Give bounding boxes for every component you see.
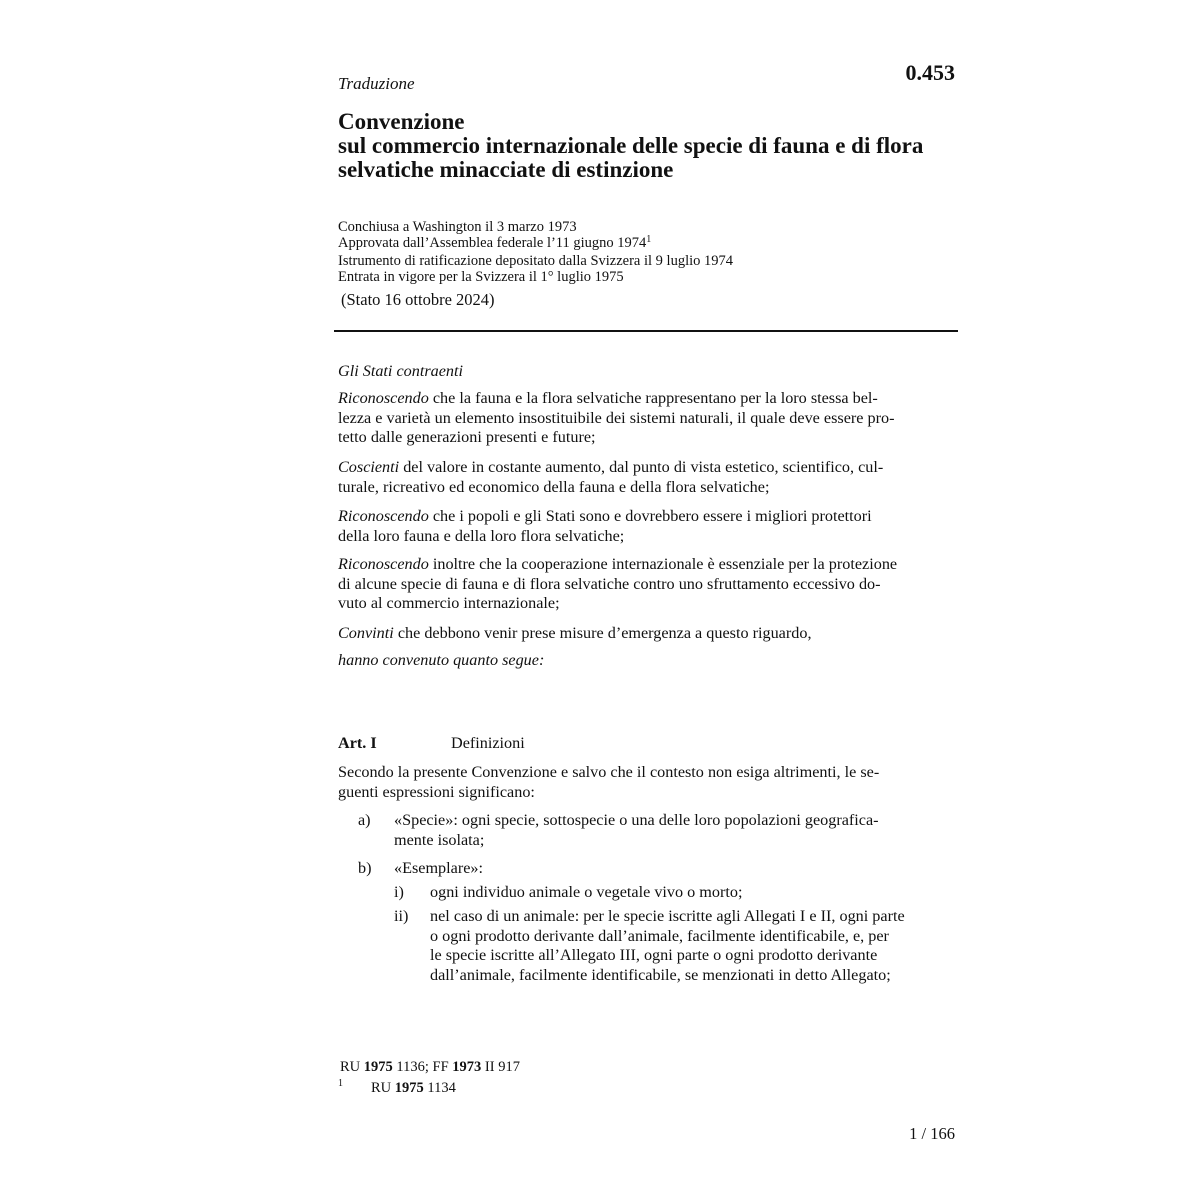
meta-approved [338, 235, 733, 253]
fn-text: II 917 [481, 1059, 520, 1075]
sublist-item [430, 907, 955, 985]
sublist-marker: ii) [394, 907, 409, 925]
line-text: che i popoli e gli Stati sono e dovrebbero essere i migliori protettori [428, 507, 872, 525]
title-line: selvatiche minacciate di estinzione [338, 157, 674, 182]
status-date: (Stato 16 ottobre 2024) [341, 290, 495, 309]
fn-year: 1975 [394, 1080, 424, 1096]
text-line: mente isolata; [394, 830, 485, 849]
text-line: o ogni prodotto derivante dall’animale, facilmente identificabile, e, per [430, 926, 889, 945]
lead-word: Riconoscendo [338, 507, 429, 525]
preamble-intro: Gli Stati contraenti [338, 362, 463, 380]
text-line: di alcune specie di fauna e di flora selvatiche contro uno sfruttamento eccessivo do- [338, 574, 881, 593]
preamble-paragraph [338, 458, 955, 497]
footnote-source [340, 1059, 520, 1076]
sr-number: 0.453 [905, 60, 955, 85]
text-line: turale, ricreativo ed economico della fauna e della flora selvatiche; [338, 477, 770, 496]
fn-text: 1136; FF [392, 1059, 453, 1075]
text-line: lezza e varietà un elemento insostituibile dei sistemi naturali, il quale deve essere pro- [338, 408, 895, 427]
sublist-item: ogni individuo animale o vegetale vivo o morto; [430, 883, 743, 901]
meta-concluded: Conchiusa a Washington il 3 marzo 1973 [338, 219, 577, 235]
text-line [338, 507, 955, 527]
text-line: vuto al commercio internazionale; [338, 594, 560, 612]
fn-text: RU [340, 1059, 364, 1075]
meta-in-force: Entrata in vigore per la Svizzera il 1° luglio 1975 [338, 269, 624, 285]
preamble-paragraph [338, 555, 955, 614]
title-line: sul commercio internazionale delle specie di fauna e di flora [338, 133, 924, 158]
text-line [338, 389, 955, 409]
document-label: Traduzione [338, 74, 415, 93]
metadata-block [338, 219, 733, 285]
preamble-closing: hanno convenuto quanto segue: [338, 651, 545, 669]
line-text: inoltre che la cooperazione internazionale è essenziale per la protezione [428, 555, 898, 573]
divider [334, 330, 958, 332]
footnote-marker: 1 [338, 1078, 343, 1089]
article-intro [338, 763, 955, 802]
preamble-paragraph [338, 507, 955, 546]
page-counter: 1 / 166 [909, 1124, 955, 1143]
footnote-1 [371, 1080, 456, 1097]
text-line: guenti espressioni significano: [338, 782, 535, 801]
list-marker: b) [358, 859, 372, 877]
preamble-paragraph [338, 624, 955, 644]
article-title: Definizioni [451, 734, 525, 752]
preamble-paragraph [338, 389, 955, 448]
meta-ratification: Istrumento di ratificazione depositato dalla Svizzera il 9 luglio 1974 [338, 253, 734, 269]
list-item: «Esemplare»: [394, 859, 483, 877]
text-line: tetto dalle generazioni presenti e future; [338, 428, 596, 446]
fn-text: RU [371, 1080, 395, 1096]
text-line: dall’animale, facilmente identificabile, se menzionati in detto Allegato; [430, 965, 891, 984]
text-line: le specie iscritte all’Allegato III, ogni parte o ogni prodotto derivante [430, 946, 878, 964]
fn-year: 1973 [452, 1059, 482, 1075]
lead-word: Riconoscendo [338, 555, 429, 573]
lead-word: Convinti [338, 624, 394, 642]
article-number: Art. I [338, 734, 377, 752]
line-text: che debbono venir prese misure d’emergenza a questo riguardo, [393, 624, 812, 642]
list-item [394, 811, 955, 850]
lead-word: Riconoscendo [338, 389, 429, 407]
fn-text: 1134 [423, 1080, 456, 1096]
text-line: nel caso di un animale: per le specie iscritte agli Allegati I e II, ogni parte [430, 907, 905, 925]
text-line [338, 458, 955, 478]
title-line: Convenzione [338, 109, 465, 134]
line-text: del valore in costante aumento, dal punto di vista estetico, scientifico, cul- [399, 458, 884, 476]
text-line: «Specie»: ogni specie, sottospecie o una delle loro popolazioni geografica- [394, 811, 879, 829]
list-marker: a) [358, 811, 371, 829]
text-line: Secondo la presente Convenzione e salvo che il contesto non esiga altrimenti, le se- [338, 763, 880, 781]
text-line [338, 555, 955, 575]
document-title [338, 110, 978, 182]
meta-approved-text: Approvata dall’Assemblea federale l’11 giugno 1974 [338, 235, 647, 251]
sublist-marker: i) [394, 883, 404, 901]
text-line: della loro fauna e della loro flora selvatiche; [338, 526, 625, 545]
footnote-ref[interactable]: 1 [646, 234, 652, 245]
fn-year: 1975 [363, 1059, 393, 1075]
lead-word: Coscienti [338, 458, 400, 476]
line-text: che la fauna e la flora selvatiche rappresentano per la loro stessa bel- [428, 389, 878, 407]
text-line [338, 624, 955, 644]
